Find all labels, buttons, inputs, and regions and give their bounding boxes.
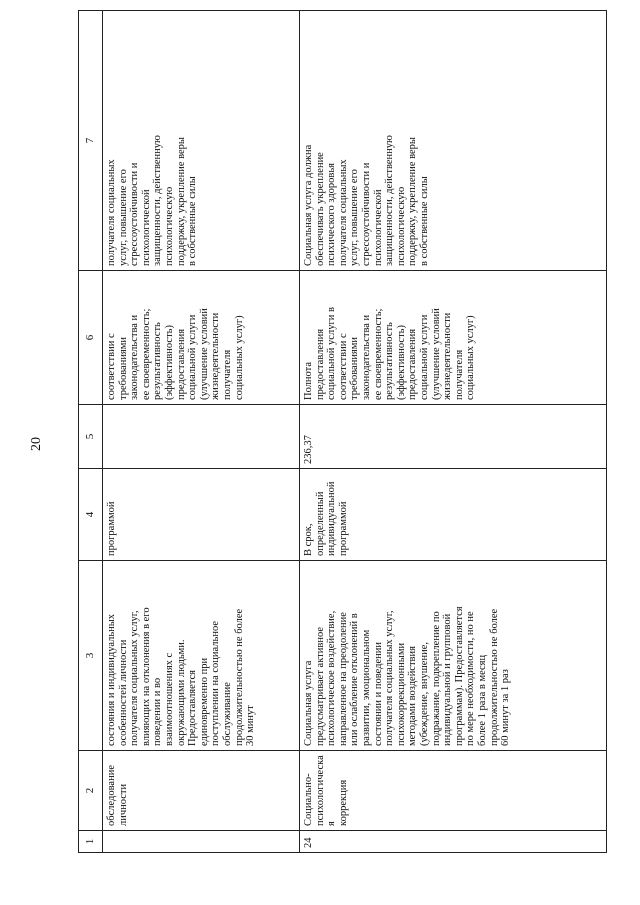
cell-price: 236,37 xyxy=(300,405,607,469)
cell-term: программой xyxy=(103,469,300,561)
cell-number xyxy=(103,831,300,853)
rotated-table-container xyxy=(78,11,599,853)
cell-number: 24 xyxy=(300,831,607,853)
cell-conditions: Социальная услуга должна обеспечивать укрепление психического здоровья получателя социальных услуг, повышение его стрессоустойчивости и психологической защищенности, действенную психологическую поддержку, укрепление веры в собственные силы xyxy=(300,11,607,271)
header-cell: 1 xyxy=(79,831,103,853)
header-cell: 7 xyxy=(79,11,103,271)
header-cell: 2 xyxy=(79,751,103,831)
services-table xyxy=(78,10,607,853)
cell-term: В срок, определенный индивидуальной программой xyxy=(300,469,607,561)
cell-service-name: обследование личности xyxy=(103,751,300,831)
page-number: 20 xyxy=(29,437,44,451)
table-header-row xyxy=(79,11,103,853)
cell-criteria: соответствии с требованиями законодательства и ее своевременность; результативность (эффективность) предоставления социальной услуги (улучшение условий жизнедеятельности получателя социальных услуг) xyxy=(103,271,300,405)
header-cell: 5 xyxy=(79,405,103,469)
cell-criteria: Полнота предоставления социальной услуги в соответствии с требованиями законодательства и ее своевременность; результативность (эффективность) предоставления социальной услуги (улучшение условий жизнедеятельности получателя социальных услуг) xyxy=(300,271,607,405)
cell-description: состояния и индивидуальных особенностей личности получателя социальных услуг, влияющих на отклонения в его поведении и во взаимоотношениях с окружающими людьми. Предоставляется единовременно при поступлении на социальное обслуживание продолжительностью не более 30 минут xyxy=(103,561,300,751)
cell-description: Социальная услуга предусматривает активное психологическое воздействие, направленное на преодоление или ослабление отклонений в развитии, эмоциональном состоянии и поведении получателя социальных услуг, психокоррекционными методами воздействия (убеждение, внушение, подражание, подкрепление по индивидуальной и групповой программам). Предоставляется по мере необходимости, но не более 1 раза в месяц продолжительностью не более 60 минут за 1 раз xyxy=(300,561,607,751)
header-cell: 3 xyxy=(79,561,103,751)
table-row xyxy=(103,11,300,853)
cell-service-name: Социально- психологическая коррекция xyxy=(300,751,607,831)
header-cell: 4 xyxy=(79,469,103,561)
table-row xyxy=(300,11,607,853)
header-cell: 6 xyxy=(79,271,103,405)
cell-conditions: получателя социальных услуг, повышение его стрессоустойчивости и психологической защищенности, действенную психологическую поддержку, укрепление веры в собственные силы xyxy=(103,11,300,271)
cell-price xyxy=(103,405,300,469)
